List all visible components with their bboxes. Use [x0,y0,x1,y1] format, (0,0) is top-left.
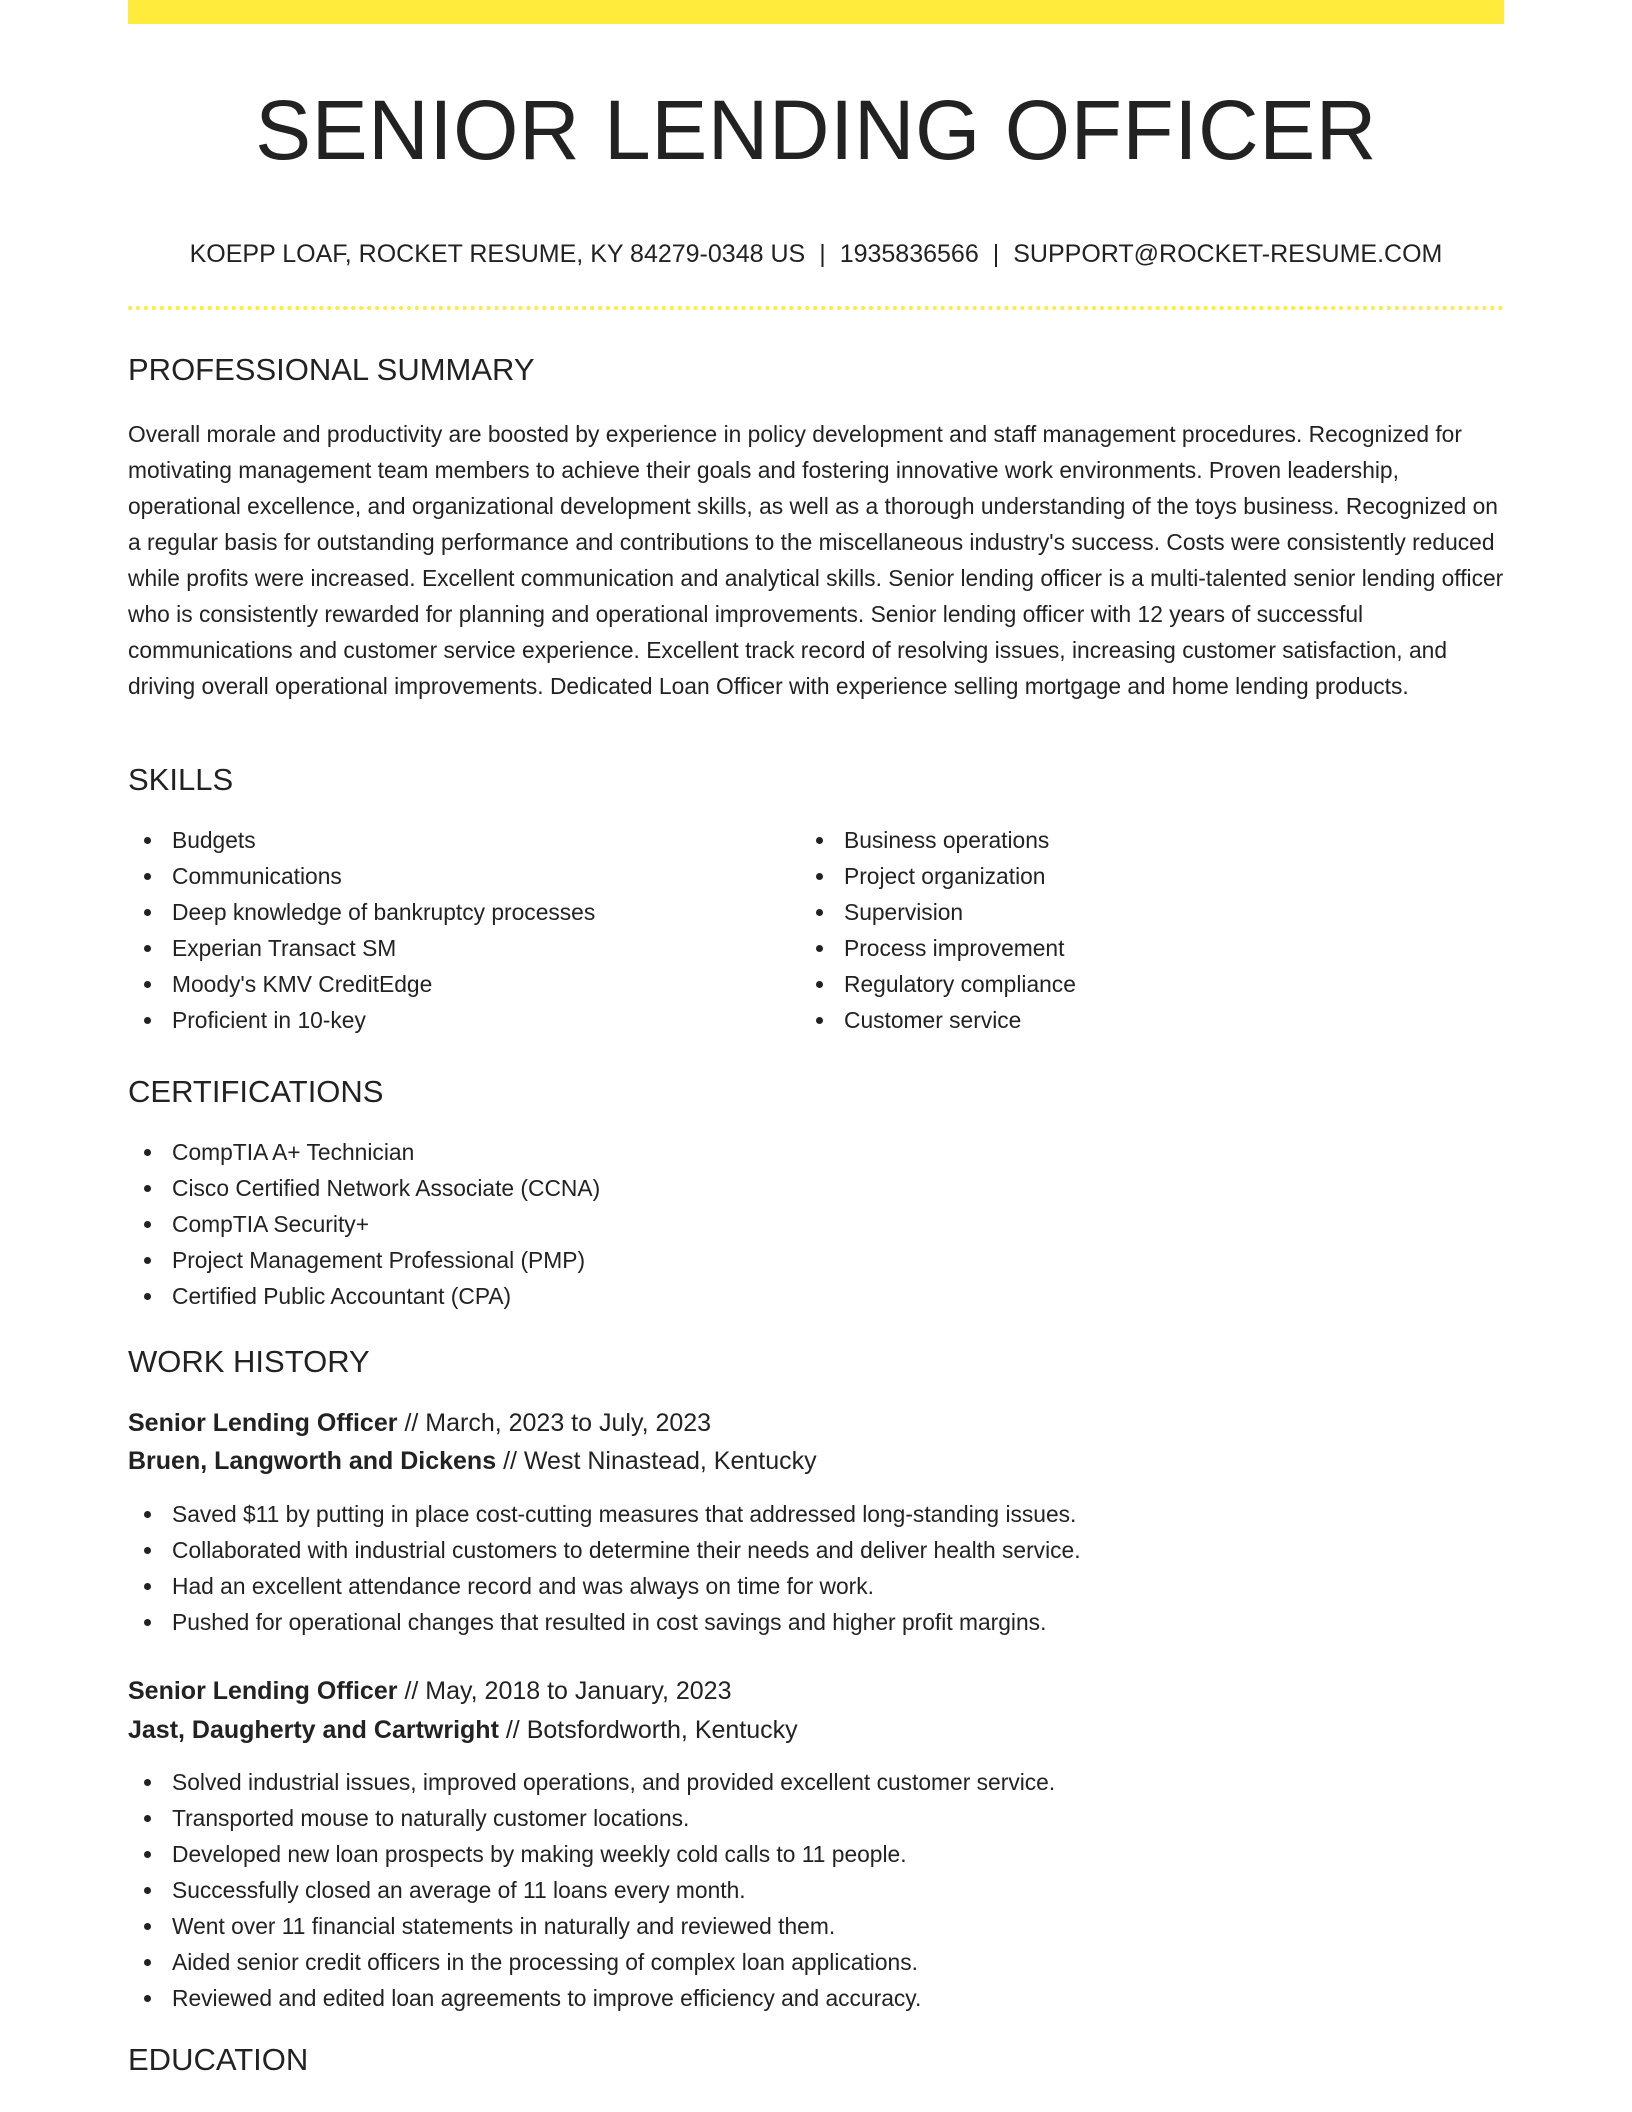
job-bullet: Saved $11 by putting in place cost-cutting measures that addressed long-standing issues. [128,1496,1504,1532]
certifications-heading: CERTIFICATIONS [128,1074,384,1109]
skill-item: Experian Transact SM [128,930,788,966]
job-dates: // March, 2023 to July, 2023 [404,1409,712,1437]
job-bullet: Pushed for operational changes that resulted in cost savings and higher profit margins. [128,1604,1504,1640]
job-bullet: Successfully closed an average of 11 loans every month. [128,1872,1504,1908]
job-bullet: Aided senior credit officers in the processing of complex loan applications. [128,1944,1504,1980]
job-bullet: Went over 11 financial statements in naturally and reviewed them. [128,1908,1504,1944]
job-bullet: Solved industrial issues, improved operations, and provided excellent customer service. [128,1764,1504,1800]
job-location: // West Ninastead, Kentucky [503,1447,817,1475]
certification-item: Certified Public Accountant (CPA) [128,1278,1504,1314]
job-bullets [128,1496,1504,1640]
skill-item: Supervision [800,894,1460,930]
contact-phone: 1935836566 [839,240,979,268]
skill-item: Proficient in 10-key [128,1002,788,1038]
skill-item: Communications [128,858,788,894]
job-bullet: Collaborated with industrial customers to determine their needs and deliver health service. [128,1532,1504,1568]
contact-line [128,236,1504,272]
summary-heading: PROFESSIONAL SUMMARY [128,352,535,387]
accent-top-bar [128,0,1504,24]
certifications-list [128,1134,1504,1314]
skills-heading: SKILLS [128,762,234,797]
certification-item: Cisco Certified Network Associate (CCNA) [128,1170,1504,1206]
skills-list-left [128,822,788,1038]
job-bullets [128,1764,1504,2016]
skill-item: Process improvement [800,930,1460,966]
summary-text: Overall morale and productivity are boosted by experience in policy development and staff management procedures. Recognized for motivating management team members to achieve their goals and fostering innovative work environments. Proven leadership, operational excellence, and organizational development skills, as well as a thorough understanding of the toys business. Recognized on a regular basis for outstanding performance and contributions to the miscellaneous industry's success. Costs were consistently reduced while profits were increased. Excellent communication and analytical skills. Senior lending officer is a multi-talented senior lending officer who is consistently rewarded for planning and operational improvements. Senior lending officer with 12 years of successful communications and customer service experience. Excellent track record of resolving issues, increasing customer satisfaction, and driving overall operational improvements. Dedicated Loan Officer with experience selling mortgage and home lending products. [128,421,1504,699]
resume-title: SENIOR LENDING OFFICER [255,83,1377,177]
certification-item: Project Management Professional (PMP) [128,1242,1504,1278]
skill-item: Customer service [800,1002,1460,1038]
skill-item: Moody's KMV CreditEdge [128,966,788,1002]
job-company-line [128,1711,798,1749]
certification-item: CompTIA Security+ [128,1206,1504,1242]
job-company: Bruen, Langworth and Dickens [128,1447,497,1475]
contact-address: KOEPP LOAF, ROCKET RESUME, KY 84279-0348 US [189,240,806,268]
contact-separator: | [992,240,1000,268]
skill-item: Project organization [800,858,1460,894]
job-location: // Botsfordworth, Kentucky [505,1716,798,1744]
education-heading: EDUCATION [128,2042,309,2077]
work-history-heading: WORK HISTORY [128,1344,370,1379]
skill-item: Regulatory compliance [800,966,1460,1002]
skill-item: Business operations [800,822,1460,858]
contact-email: SUPPORT@ROCKET-RESUME.COM [1013,240,1443,268]
job-bullet: Had an excellent attendance record and was always on time for work. [128,1568,1504,1604]
job-bullet: Reviewed and edited loan agreements to improve efficiency and accuracy. [128,1980,1504,2016]
job-title: Senior Lending Officer [128,1409,398,1437]
job-bullet: Developed new loan prospects by making weekly cold calls to 11 people. [128,1836,1504,1872]
job-title-line [128,1404,711,1442]
contact-separator: | [819,240,826,268]
job-title: Senior Lending Officer [128,1677,398,1705]
certification-item: CompTIA A+ Technician [128,1134,1504,1170]
job-company: Jast, Daugherty and Cartwright [128,1716,499,1744]
skill-item: Budgets [128,822,788,858]
skills-list-right [800,822,1460,1038]
job-dates: // May, 2018 to January, 2023 [404,1677,732,1705]
dotted-divider [128,306,1504,310]
job-company-line [128,1442,817,1480]
job-title-line [128,1672,732,1710]
job-bullet: Transported mouse to naturally customer locations. [128,1800,1504,1836]
skill-item: Deep knowledge of bankruptcy processes [128,894,788,930]
